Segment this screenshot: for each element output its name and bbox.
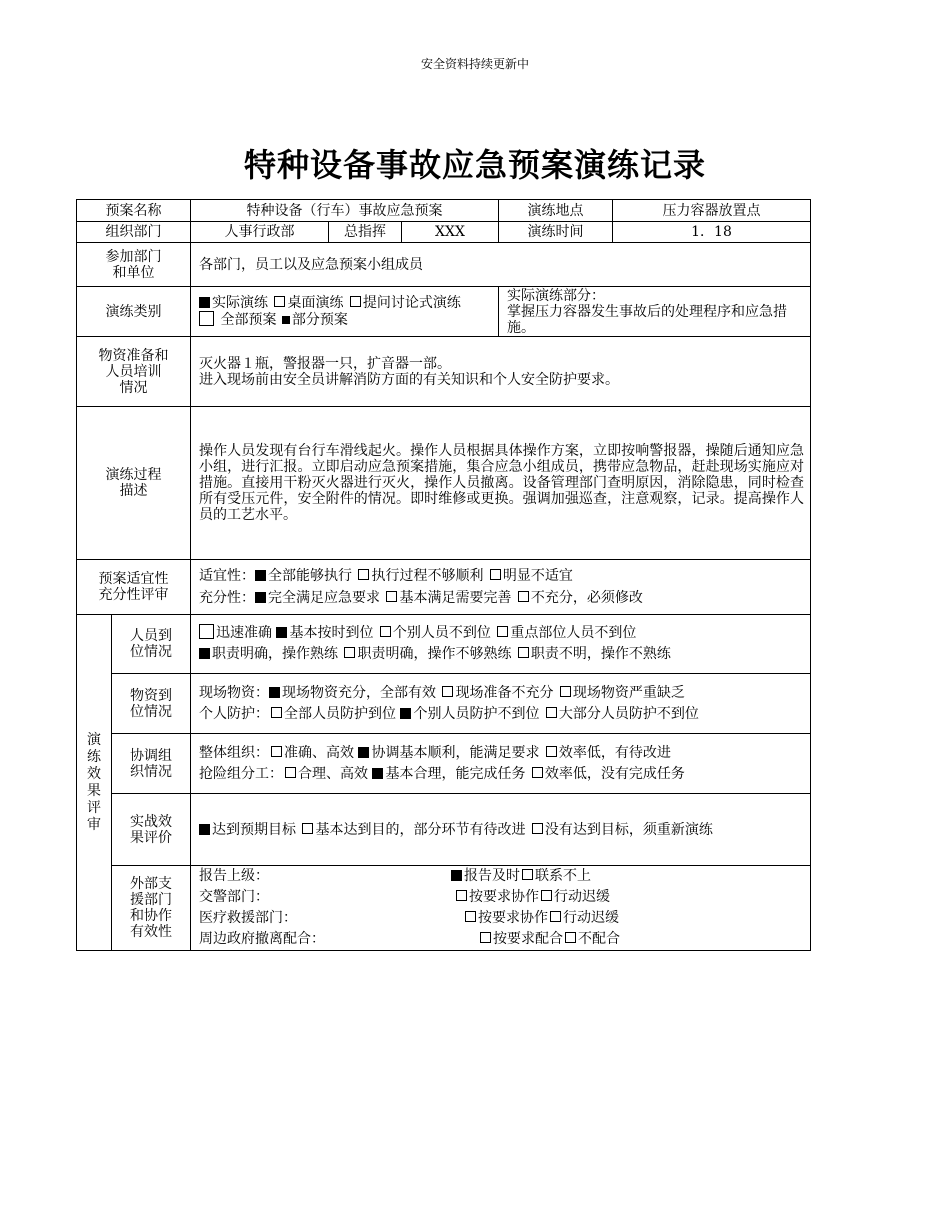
checked-box-icon [199,824,210,835]
suitability-label: 预案适宜性 充分性评审 [77,560,191,615]
checkbox-icon [358,569,369,580]
checkbox-icon [518,647,529,658]
checkbox-icon [541,890,552,901]
combat-label: 实战效 果评价 [112,794,191,866]
checkbox-icon [285,767,296,778]
external-options: 报告上级： 报告及时 联系不上 交警部门： 按要求协作 行动迟缓 医疗救援部门： 按要求协作 行动迟缓 周边政府撤离配合： 按要求配合 不配合 [191,866,811,951]
checkbox-icon [546,746,557,757]
suitability-options: 适宜性： 全部能够执行 执行过程不够顺利 明显不适宜 充分性： 完全满足应急要求 基本满足需要完善 不充分，必须修改 [191,560,811,615]
personnel-options: 迅速准确 基本按时到位 个别人员不到位 重点部位人员不到位 职责明确，操作熟练 职责明确，操作不够熟练 职责不明，操作不熟练 [191,615,811,674]
row-plan-name [77,200,811,222]
checked-box-icon [358,747,369,758]
checkbox-icon [380,626,391,637]
materials-training-label: 物资准备和 人员培训 情况 [77,337,191,407]
checked-box-icon [451,870,462,881]
checkbox-icon [550,911,561,922]
checkbox-icon [199,311,214,326]
coordination-options: 整体组织： 准确、高效 协调基本顺利，能满足要求 效率低，有待改进 抢险组分工： 合理、高效 基本合理，能完成任务 效率低，没有完成任务 [191,734,811,794]
materials-options: 现场物资： 现场物资充分，全部有效 现场准备不充分 现场物资严重缺乏 个人防护： 全部人员防护到位 个别人员防护不到位 大部分人员防护不到位 [191,674,811,734]
coordination-label: 协调组 织情况 [112,734,191,794]
checked-box-icon [199,648,210,659]
checkbox-icon [302,823,313,834]
checkbox-icon [199,624,214,639]
location-label: 演练地点 [499,200,613,222]
checkbox-icon [532,823,543,834]
document-title: 特种设备事故应急预案演练记录 [243,146,706,184]
time-value: 1．18 [613,222,811,243]
location-value: 压力容器放置点 [613,200,811,222]
checked-box-icon [269,687,280,698]
row-combat-evaluation [77,794,811,866]
checkbox-icon [490,569,501,580]
checkbox-icon [271,746,282,757]
drill-type-options: 实际演练 桌面演练 提问讨论式演练 全部预案 部分预案 [191,287,499,337]
checked-box-icon [255,570,266,581]
checkbox-icon [546,707,557,718]
checkbox-icon [518,591,529,602]
checked-box-icon [255,592,266,603]
materials-label: 物资到 位情况 [112,674,191,734]
checkbox-icon [274,296,285,307]
page-header: 安全资料持续更新中 [420,57,529,71]
row-personnel [77,615,811,674]
commander-value: XXX [402,222,499,243]
checked-box-icon [400,708,411,719]
checkbox-icon [497,626,508,637]
checked-box-icon [282,316,290,324]
row-drill-process [77,407,811,560]
checked-box-icon [199,297,210,308]
dept-value: 人事行政部 [191,222,329,243]
drill-process-description: 操作人员发现有台行车滑线起火。操作人员根据具体操作方案，立即按响警报器，操随后通知应急小组，进行汇报。立即启动应急预案措施，集合应急小组成员，携带应急物品，赶赴现场实施应对措施。直接用干粉灭火器进行灭火，操作人员撤离。设备管理部门查明原因，消除隐患，同时检查所有受压元件，安全附件的情况。即时维修或更换。强调加强巡查，注意观察，记录。提高操作人员的工艺水平。 [191,407,811,560]
time-label: 演练时间 [499,222,613,243]
plan-name-label: 预案名称 [77,200,191,222]
combat-options: 达到预期目标 基本达到目的，部分环节有待改进 没有达到目标，须重新演练 [191,794,811,866]
checkbox-icon [565,932,576,943]
personnel-label: 人员到 位情况 [112,615,191,674]
materials-training-value: 灭火器１瓶，警报器一只，扩音器一部。 进入现场前由安全员讲解消防方面的有关知识和个人安全防护要求。 [191,337,811,407]
row-external-support [77,866,811,951]
checkbox-icon [532,767,543,778]
row-suitability-review [77,560,811,615]
participants-value: 各部门，员工以及应急预案小组成员 [191,243,811,287]
checkbox-icon [465,911,476,922]
row-participants [77,243,811,287]
plan-name-value: 特种设备（行车）事故应急预案 [191,200,499,222]
participants-label: 参加部门 和单位 [77,243,191,287]
checkbox-icon [522,869,533,880]
checked-box-icon [276,627,287,638]
checkbox-icon [386,591,397,602]
row-organizer [77,222,811,243]
checkbox-icon [456,890,467,901]
checkbox-icon [480,932,491,943]
row-materials [77,674,811,734]
checkbox-icon [350,296,361,307]
commander-label: 总指挥 [329,222,402,243]
checked-box-icon [372,768,383,779]
effect-review-label: 演练效果评审 [77,615,112,951]
dept-label: 组织部门 [77,222,191,243]
drill-record-form [76,199,811,951]
checkbox-icon [271,707,282,718]
checkbox-icon [560,686,571,697]
row-drill-type [77,287,811,337]
drill-type-actual-part: 实际演练部分： 掌握压力容器发生事故后的处理程序和应急措施。 [499,287,811,337]
checkbox-icon [442,686,453,697]
row-coordination [77,734,811,794]
checkbox-icon [344,647,355,658]
row-materials-training [77,337,811,407]
drill-type-label: 演练类别 [77,287,191,337]
drill-process-label: 演练过程 描述 [77,407,191,560]
external-label: 外部支 援部门 和协作 有效性 [112,866,191,951]
